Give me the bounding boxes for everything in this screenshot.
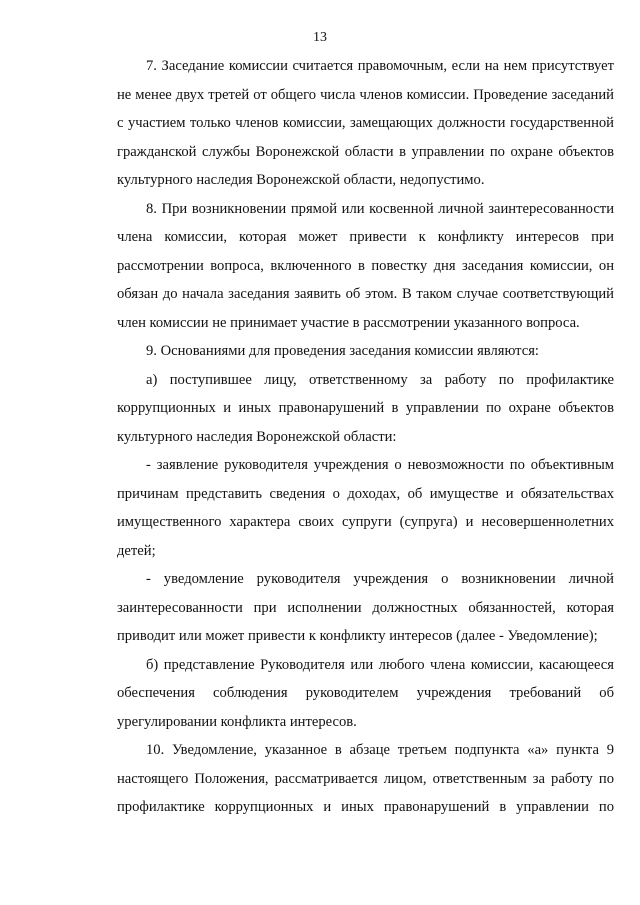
paragraph-7: 7. Заседание комиссии считается правомочным, если на нем присутствует не менее двух третей от общего числа членов комиссии. Проведение заседаний с участием только членов комиссии, замещающих должности государственной гражданской службы Воронежской области в управлении по охране объектов культурного наследия Воронежской области, недопустимо.: [117, 58, 614, 188]
document-body: [117, 52, 614, 822]
page-number: 13: [313, 30, 327, 45]
paragraph-8: 8. При возникновении прямой или косвенной личной заинтересованности члена комиссии, которая может привести к конфликту интересов при рассмотрении вопроса, включенного в повестку дня заседания комиссии, он обязан до начала заседания заявить об этом. В таком случае соответствующий член комиссии не принимает участие в рассмотрении указанного вопроса.: [117, 200, 614, 331]
paragraph-9: 9. Основаниями для проведения заседания комиссии являются:: [146, 343, 539, 359]
paragraph-9a: а) поступившее лицу, ответственному за работу по профилактике коррупционных и иных правонарушений в управлении по охране объектов культурного наследия Воронежской области:: [117, 371, 614, 445]
paragraph-10: 10. Уведомление, указанное в абзаце третьем подпункта «а» пункта 9 настоящего Положения, рассматривается лицом, ответственным за работу по профилактике коррупционных и иных правонарушений в управлении по: [117, 742, 614, 815]
paragraph-9a-item-1: - заявление руководителя учреждения о невозможности по объективным причинам представить сведения о доходах, об имуществе и обязательствах имущественного характера своих супруги (супруга) и несовершеннолетних детей;: [117, 457, 614, 559]
paragraph-9b: б) представление Руководителя или любого члена комиссии, касающееся обеспечения соблюдения руководителем учреждения требований об урегулировании конфликта интересов.: [117, 656, 614, 730]
paragraph-9a-item-2: - уведомление руководителя учреждения о возникновении личной заинтересованности при исполнении должностных обязанностей, которая приводит или может привести к конфликту интересов (далее - Уведомление);: [117, 571, 614, 644]
